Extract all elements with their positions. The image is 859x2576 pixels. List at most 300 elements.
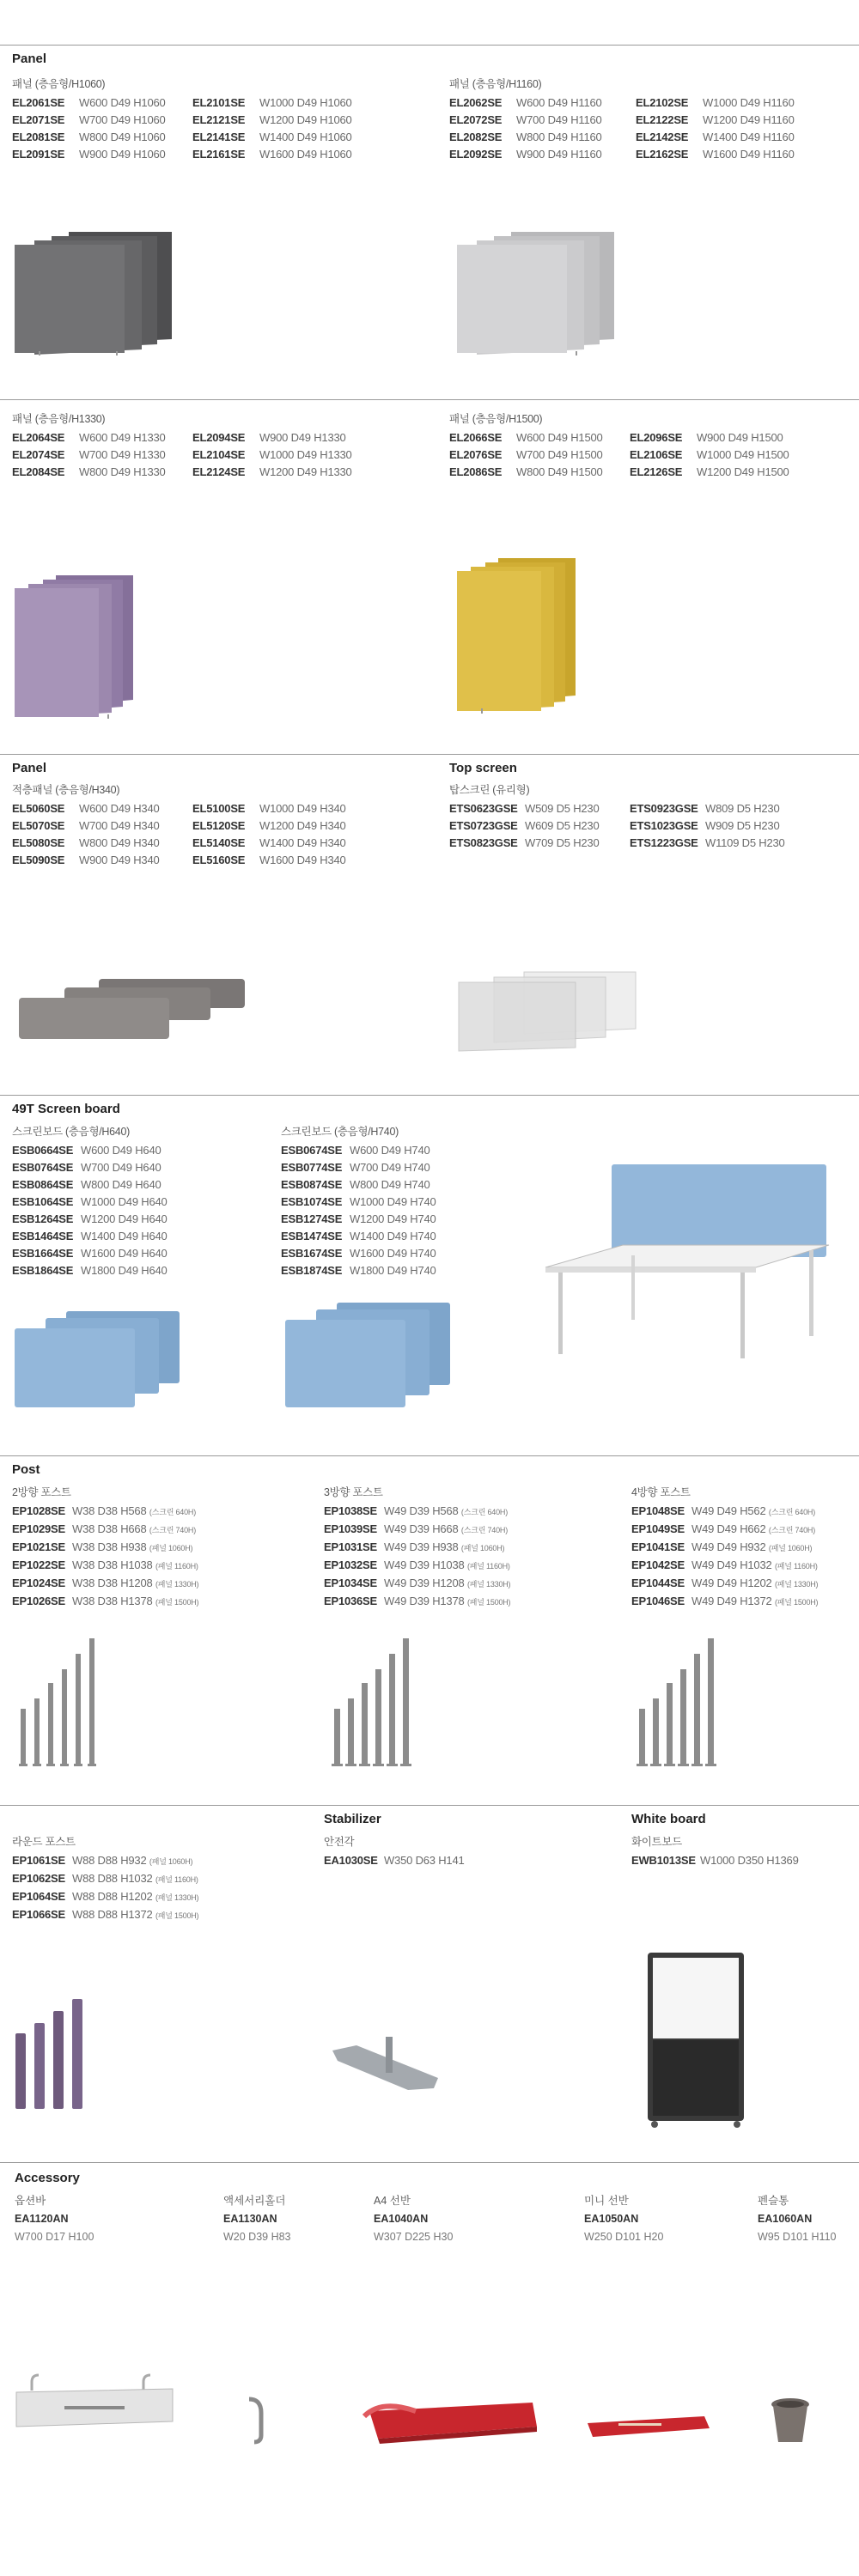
product-code: EP1022SE xyxy=(12,1558,66,1571)
product-code: ETS0623GSE xyxy=(449,802,518,815)
spec-row xyxy=(636,146,795,163)
screen-board-stack xyxy=(285,1303,450,1407)
spec-row xyxy=(192,146,352,163)
product-dimension: W1000 D49 H340 xyxy=(259,802,346,815)
product-code: EL5100SE xyxy=(192,802,246,815)
spec-row xyxy=(449,464,603,481)
product-note: (스크린 740H) xyxy=(149,1526,196,1534)
spec-row xyxy=(281,1245,436,1262)
post-set xyxy=(19,1638,96,1766)
product-code: EP1028SE xyxy=(12,1504,66,1517)
stabilizer-list xyxy=(324,1852,465,1869)
product-code: ESB0864SE xyxy=(12,1178,74,1191)
product-code: ESB1474SE xyxy=(281,1230,343,1242)
round-post-subtitle: 라운드 포스트 xyxy=(12,1836,76,1848)
product-dimension: W700 D49 H1160 xyxy=(516,113,602,126)
product-code: EP1048SE xyxy=(631,1504,685,1517)
spec-row xyxy=(281,1228,436,1245)
panel-h1060-image xyxy=(13,228,176,356)
product-code: EWB1013SE xyxy=(631,1854,696,1867)
accessory-dimension: W250 D101 H20 xyxy=(584,2231,664,2243)
spec-row xyxy=(12,1852,198,1870)
panel-h1160-list-1 xyxy=(449,94,602,163)
product-dimension: W49 D49 H1372 xyxy=(691,1595,772,1607)
section-title-white-board: White board xyxy=(631,1812,706,1826)
product-code: ETS0923GSE xyxy=(630,802,698,815)
product-dimension: W609 D5 H230 xyxy=(525,819,600,832)
panel-stack xyxy=(19,979,245,1039)
panel-stack xyxy=(457,232,614,355)
product-dimension: W1400 D49 H340 xyxy=(259,836,346,849)
product-note: (패널 1160H) xyxy=(774,1562,818,1571)
product-note: (패널 1500H) xyxy=(466,1598,511,1607)
product-code: EL2094SE xyxy=(192,431,246,444)
product-note: (패널 1060H) xyxy=(149,1544,193,1552)
spec-row xyxy=(449,800,599,817)
product-code: EL2124SE xyxy=(192,465,246,478)
product-dimension: W600 D49 H340 xyxy=(79,802,160,815)
spec-row xyxy=(12,1262,168,1279)
white-board-image xyxy=(636,1949,756,2129)
product-dimension: W600 D49 H1160 xyxy=(516,96,602,109)
mini-shelf xyxy=(588,2416,710,2437)
spec-row xyxy=(12,1211,168,1228)
product-dimension: W49 D49 H562 xyxy=(691,1504,766,1517)
product-note: (스크린 740H) xyxy=(768,1526,815,1534)
accessory-name: 액세서리홀더 xyxy=(223,2195,286,2207)
spec-row xyxy=(631,1557,818,1575)
product-dimension: W700 D49 H740 xyxy=(350,1161,430,1174)
product-dimension: W600 D49 H640 xyxy=(81,1144,161,1157)
round-post-list xyxy=(12,1852,198,1924)
product-code: EP1021SE xyxy=(12,1540,66,1553)
stabilizer-foot xyxy=(332,2037,438,2090)
spec-row xyxy=(636,112,795,129)
spec-row xyxy=(12,1503,198,1521)
accessory-code: EA1130AN xyxy=(223,2213,277,2225)
product-dimension: W600 D49 H1330 xyxy=(79,431,166,444)
product-dimension: W38 D38 H568 xyxy=(72,1504,147,1517)
product-code: EL2072SE xyxy=(449,113,503,126)
spec-row xyxy=(631,1539,818,1557)
glass-screen-stack xyxy=(459,972,636,1051)
panel-stack xyxy=(15,232,172,355)
panel-h1160-subtitle: 패널 (층음형/H1160) xyxy=(449,78,542,90)
product-note: (패널 1500H) xyxy=(774,1598,819,1607)
section-title-panel: Panel xyxy=(12,52,47,66)
product-code: ETS1023GSE xyxy=(630,819,698,832)
spec-row xyxy=(324,1852,465,1869)
accessory-option-bar xyxy=(15,2192,94,2246)
accessory-pencil-case xyxy=(758,2192,837,2246)
top-screen-list-1 xyxy=(449,800,599,852)
spec-row xyxy=(12,94,166,112)
spec-row xyxy=(12,1245,168,1262)
section-divider xyxy=(0,399,859,400)
spec-row xyxy=(12,1593,198,1611)
product-dimension: W1200 D49 H740 xyxy=(350,1212,436,1225)
product-code: EL2162SE xyxy=(636,148,689,161)
post-2way-list xyxy=(12,1503,198,1611)
product-dimension: W1000 D350 H1369 xyxy=(700,1854,799,1867)
product-dimension: W700 D49 H1330 xyxy=(79,448,166,461)
product-note: (스크린 640H) xyxy=(149,1508,196,1516)
spec-row xyxy=(631,1593,818,1611)
product-dimension: W1000 D49 H640 xyxy=(81,1195,168,1208)
product-dimension: W1109 D5 H230 xyxy=(705,836,785,849)
product-code: EL2141SE xyxy=(192,131,246,143)
spec-row xyxy=(192,464,352,481)
panel-h340-list-2 xyxy=(192,800,346,869)
panel-h1060-subtitle: 패널 (층음형/H1060) xyxy=(12,78,106,90)
product-code: EP1039SE xyxy=(324,1522,378,1535)
product-code: EL2081SE xyxy=(12,131,65,143)
product-code: EP1062SE xyxy=(12,1872,66,1885)
top-screen-subtitle: 탑스크린 (유리형) xyxy=(449,784,530,796)
product-code: EL2082SE xyxy=(449,131,503,143)
product-note: (패널 1330H) xyxy=(155,1580,199,1589)
pencil-case-image xyxy=(765,2396,816,2447)
product-note: (패널 1160H) xyxy=(155,1875,198,1884)
product-dimension: W49 D39 H568 xyxy=(384,1504,459,1517)
round-post-set xyxy=(15,1999,82,2109)
product-dimension: W88 D88 H932 xyxy=(72,1854,147,1867)
section-divider xyxy=(0,1455,859,1456)
spec-row xyxy=(12,1575,198,1593)
product-dimension: W1800 D49 H740 xyxy=(350,1264,436,1277)
accessory-name: A4 선반 xyxy=(374,2195,411,2207)
product-dimension: W800 D49 H1060 xyxy=(79,131,166,143)
product-dimension: W1600 D49 H740 xyxy=(350,1247,436,1260)
accessory-code: EA1120AN xyxy=(15,2213,69,2225)
accessory-holder xyxy=(223,2192,291,2246)
accessory-dimension: W95 D101 H110 xyxy=(758,2231,837,2243)
product-note: (패널 1500H) xyxy=(155,1598,199,1607)
panel-h1500-list-2 xyxy=(630,429,789,481)
desk-with-screen-image xyxy=(541,1157,838,1364)
product-code: EP1044SE xyxy=(631,1577,685,1589)
product-dimension: W1400 D49 H740 xyxy=(350,1230,436,1242)
product-code: ESB1264SE xyxy=(12,1212,74,1225)
spec-row xyxy=(630,835,785,852)
a4-shelf-image xyxy=(361,2396,541,2447)
product-code: EL2076SE xyxy=(449,448,503,461)
product-code: EL2142SE xyxy=(636,131,689,143)
product-dimension: W900 D49 H1160 xyxy=(516,148,602,161)
spec-row xyxy=(12,1176,168,1194)
product-note: (패널 1160H) xyxy=(155,1562,198,1571)
product-dimension: W800 D49 H340 xyxy=(79,836,160,849)
spec-row xyxy=(631,1521,818,1539)
spec-row xyxy=(12,464,166,481)
product-code: EL2074SE xyxy=(12,448,65,461)
spec-row xyxy=(12,112,166,129)
product-code: EL2062SE xyxy=(449,96,503,109)
product-note: (패널 1060H) xyxy=(460,1544,505,1552)
top-screen-list-2 xyxy=(630,800,785,852)
spec-row xyxy=(630,447,789,464)
product-dimension: W1200 D49 H1330 xyxy=(259,465,352,478)
product-code: EP1024SE xyxy=(12,1577,66,1589)
spec-row xyxy=(192,817,346,835)
product-code: EL2064SE xyxy=(12,431,65,444)
spec-row xyxy=(12,852,160,869)
product-code: EL2106SE xyxy=(630,448,683,461)
product-dimension: W38 D38 H1208 xyxy=(72,1577,153,1589)
accessory-name: 옵션바 xyxy=(15,2195,46,2207)
spec-row xyxy=(324,1539,510,1557)
accessory-name: 미니 선반 xyxy=(584,2195,629,2207)
post-3way-image xyxy=(331,1631,425,1769)
product-code: EL2101SE xyxy=(192,96,246,109)
section-title-panel-stack: Panel xyxy=(12,761,47,775)
product-note: (패널 1160H) xyxy=(466,1562,510,1571)
product-code: ESB0774SE xyxy=(281,1161,343,1174)
product-dimension: W1000 D49 H1330 xyxy=(259,448,352,461)
product-dimension: W1000 D49 H1060 xyxy=(259,96,352,109)
screen-board-h740-list xyxy=(281,1142,436,1279)
product-dimension: W38 D38 H668 xyxy=(72,1522,147,1535)
spec-row xyxy=(192,129,352,146)
section-divider xyxy=(0,1805,859,1806)
panel-h1160-image xyxy=(455,228,618,356)
spec-row xyxy=(12,129,166,146)
product-dimension: W700 D49 H640 xyxy=(81,1161,161,1174)
product-code: EP1038SE xyxy=(324,1504,378,1517)
product-code: EL5120SE xyxy=(192,819,246,832)
product-code: EL2121SE xyxy=(192,113,246,126)
spec-row xyxy=(12,1870,198,1888)
product-code: EL5140SE xyxy=(192,836,246,849)
white-board-list xyxy=(631,1852,799,1869)
product-code: EL5080SE xyxy=(12,836,65,849)
spec-row xyxy=(12,429,166,447)
product-dimension: W88 D88 H1202 xyxy=(72,1890,153,1903)
product-note: (패널 1330H) xyxy=(466,1580,511,1589)
spec-row xyxy=(324,1557,510,1575)
accessory-code: EA1060AN xyxy=(758,2213,813,2225)
product-dimension: W800 D49 H1160 xyxy=(516,131,602,143)
product-code: EL2161SE xyxy=(192,148,246,161)
panel-h1060-list-1 xyxy=(12,94,166,163)
spec-row xyxy=(630,817,785,835)
product-code: ESB1864SE xyxy=(12,1264,74,1277)
panel-h1160-list-2 xyxy=(636,94,795,163)
product-note: (패널 1330H) xyxy=(774,1580,819,1589)
product-dimension: W38 D38 H938 xyxy=(72,1540,147,1553)
spec-row xyxy=(12,146,166,163)
screen-board-h640-subtitle: 스크린보드 (층음형/H640) xyxy=(12,1126,130,1138)
product-dimension: W700 D49 H340 xyxy=(79,819,160,832)
spec-row xyxy=(630,800,785,817)
product-note: (패널 1500H) xyxy=(155,1911,199,1920)
product-code: EL2091SE xyxy=(12,148,65,161)
spec-row xyxy=(12,800,160,817)
product-code: EL5090SE xyxy=(12,854,65,866)
accessory-code: EA1040AN xyxy=(374,2213,429,2225)
product-dimension: W49 D49 H932 xyxy=(691,1540,766,1553)
product-code: ESB0874SE xyxy=(281,1178,343,1191)
spec-row xyxy=(281,1211,436,1228)
product-code: EL5160SE xyxy=(192,854,246,866)
product-code: ETS1223GSE xyxy=(630,836,698,849)
product-dimension: W1600 D49 H340 xyxy=(259,854,346,866)
product-code: EP1066SE xyxy=(12,1908,66,1921)
panel-h1500-image xyxy=(455,554,584,717)
holder-image xyxy=(241,2396,275,2447)
panel-h340-subtitle: 적층패널 (층음형/H340) xyxy=(12,784,120,796)
product-note: (스크린 640H) xyxy=(460,1508,508,1516)
product-dimension: W800 D49 H640 xyxy=(81,1178,161,1191)
section-title-accessory: Accessory xyxy=(15,2171,80,2185)
product-code: EL2086SE xyxy=(449,465,503,478)
product-code: EP1046SE xyxy=(631,1595,685,1607)
product-dimension: W38 D38 H1378 xyxy=(72,1595,153,1607)
post-2way-image xyxy=(17,1631,112,1769)
product-dimension: W900 D49 H1330 xyxy=(259,431,346,444)
spec-row xyxy=(12,1539,198,1557)
desk-scene xyxy=(545,1164,829,1358)
product-code: EL2122SE xyxy=(636,113,689,126)
product-dimension: W600 D49 H1060 xyxy=(79,96,166,109)
a4-shelf xyxy=(364,2403,537,2444)
product-dimension: W509 D5 H230 xyxy=(525,802,600,815)
spec-row xyxy=(192,800,346,817)
product-code: ESB1074SE xyxy=(281,1195,343,1208)
spec-row xyxy=(449,112,602,129)
product-dimension: W49 D39 H938 xyxy=(384,1540,459,1553)
spec-row xyxy=(12,1888,198,1906)
panel-h1330-subtitle: 패널 (층음형/H1330) xyxy=(12,413,106,425)
panel-h1060-list-2 xyxy=(192,94,352,163)
product-code: EP1032SE xyxy=(324,1558,378,1571)
panel-h1330-image xyxy=(13,571,142,721)
screen-board-h740-image xyxy=(283,1301,455,1408)
spec-row xyxy=(449,447,603,464)
round-post-image xyxy=(13,1992,90,2112)
spec-row xyxy=(630,464,789,481)
product-dimension: W49 D49 H1202 xyxy=(691,1577,772,1589)
spec-row xyxy=(631,1852,799,1869)
spec-row xyxy=(12,1557,198,1575)
product-code: ESB1274SE xyxy=(281,1212,343,1225)
product-dimension: W1200 D49 H1160 xyxy=(703,113,795,126)
product-dimension: W1000 D49 H740 xyxy=(350,1195,436,1208)
option-bar-image xyxy=(13,2372,176,2432)
product-dimension: W1400 D49 H1060 xyxy=(259,131,352,143)
product-dimension: W1000 D49 H1160 xyxy=(703,96,795,109)
accessory-name: 펜슬통 xyxy=(758,2195,789,2207)
post-set xyxy=(637,1638,716,1766)
spec-row xyxy=(324,1521,510,1539)
spec-row xyxy=(636,129,795,146)
product-code: EL2096SE xyxy=(630,431,683,444)
spec-row xyxy=(12,1194,168,1211)
product-note: (패널 1330H) xyxy=(155,1893,199,1902)
product-dimension: W600 D49 H1500 xyxy=(516,431,603,444)
product-dimension: W600 D49 H740 xyxy=(350,1144,430,1157)
post-3way-subtitle: 3방향 포스트 xyxy=(324,1486,383,1498)
spec-row xyxy=(12,1142,168,1159)
product-dimension: W1000 D49 H1500 xyxy=(697,448,789,461)
product-dimension: W49 D39 H668 xyxy=(384,1522,459,1535)
spec-row xyxy=(192,429,352,447)
product-dimension: W800 D49 H1500 xyxy=(516,465,603,478)
product-dimension: W1400 D49 H640 xyxy=(81,1230,168,1242)
spec-row xyxy=(192,447,352,464)
product-code: ESB1464SE xyxy=(12,1230,74,1242)
product-code: ETS0723GSE xyxy=(449,819,518,832)
product-dimension: W1600 D49 H1160 xyxy=(703,148,795,161)
product-dimension: W800 D49 H1330 xyxy=(79,465,166,478)
screen-board-h640-list xyxy=(12,1142,168,1279)
product-code: ESB1874SE xyxy=(281,1264,343,1277)
product-dimension: W1200 D49 H340 xyxy=(259,819,346,832)
product-code: EL2104SE xyxy=(192,448,246,461)
product-code: EL2061SE xyxy=(12,96,65,109)
spec-row xyxy=(449,129,602,146)
product-dimension: W1200 D49 H640 xyxy=(81,1212,168,1225)
spec-row xyxy=(12,835,160,852)
screen-board-stack xyxy=(15,1311,180,1407)
spec-row xyxy=(192,112,352,129)
stabilizer-subtitle: 안전각 xyxy=(324,1836,355,1848)
section-divider xyxy=(0,2162,859,2163)
product-dimension: W1200 D49 H1500 xyxy=(697,465,789,478)
spec-row xyxy=(324,1593,510,1611)
product-dimension: W709 D5 H230 xyxy=(525,836,600,849)
spec-row xyxy=(449,94,602,112)
product-note: (스크린 740H) xyxy=(460,1526,508,1534)
product-code: ESB0674SE xyxy=(281,1144,343,1157)
product-dimension: W1800 D49 H640 xyxy=(81,1264,168,1277)
product-code: EL2092SE xyxy=(449,148,503,161)
product-dimension: W350 D63 H141 xyxy=(384,1854,465,1867)
spec-row xyxy=(192,835,346,852)
product-dimension: W700 D49 H1060 xyxy=(79,113,166,126)
product-dimension: W1600 D49 H1060 xyxy=(259,148,352,161)
spec-row xyxy=(636,94,795,112)
post-3way-list xyxy=(324,1503,510,1611)
product-code: EP1049SE xyxy=(631,1522,685,1535)
product-code: EL2102SE xyxy=(636,96,689,109)
spec-row xyxy=(281,1176,436,1194)
stack-panel-image xyxy=(17,977,249,1046)
spec-row xyxy=(281,1142,436,1159)
product-code: EL2084SE xyxy=(12,465,65,478)
accessory-mini-shelf xyxy=(584,2192,663,2246)
product-code: EP1041SE xyxy=(631,1540,685,1553)
product-dimension: W49 D39 H1038 xyxy=(384,1558,465,1571)
pencil-case xyxy=(771,2398,809,2442)
panel-h1330-list-2 xyxy=(192,429,352,481)
spec-row xyxy=(192,852,346,869)
product-code: EP1064SE xyxy=(12,1890,66,1903)
product-dimension: W49 D39 H1378 xyxy=(384,1595,465,1607)
panel-stack xyxy=(457,558,576,714)
panel-h1500-list-1 xyxy=(449,429,603,481)
product-dimension: W800 D49 H740 xyxy=(350,1178,430,1191)
panel-stack xyxy=(15,575,133,719)
product-code: EL2071SE xyxy=(12,113,65,126)
spec-row xyxy=(631,1575,818,1593)
product-dimension: W1600 D49 H640 xyxy=(81,1247,168,1260)
product-code: EL2066SE xyxy=(449,431,503,444)
product-code: EP1026SE xyxy=(12,1595,66,1607)
accessory-code: EA1050AN xyxy=(584,2213,639,2225)
product-code: EP1036SE xyxy=(324,1595,378,1607)
section-divider xyxy=(0,754,859,755)
